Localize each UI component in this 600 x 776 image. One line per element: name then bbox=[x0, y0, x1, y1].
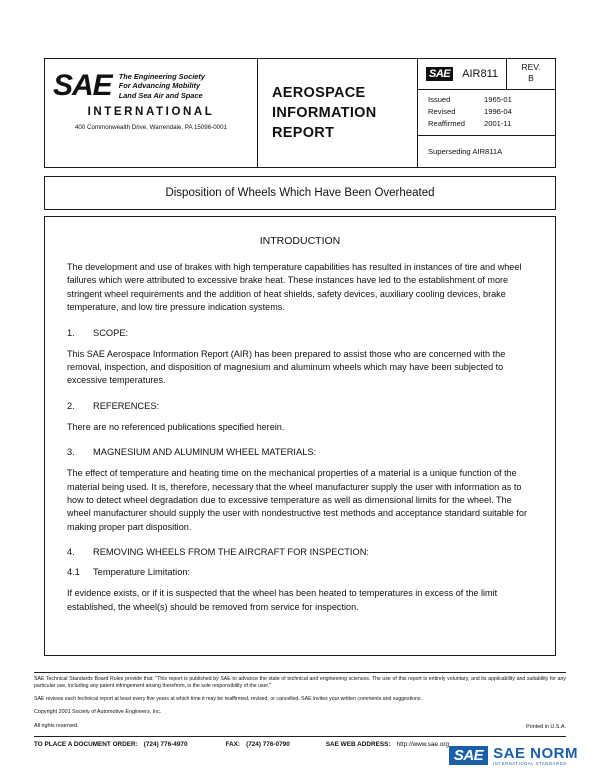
footer-copyright-line-1: Copyright 2001 Society of Automotive Engineers, Inc. bbox=[34, 709, 162, 716]
section-title: REFERENCES: bbox=[93, 400, 160, 411]
date-label-reaffirmed: Reaffirmed bbox=[428, 119, 466, 128]
section-heading-1 bbox=[67, 328, 533, 338]
section-number: 2. bbox=[67, 400, 75, 411]
doc-number: AIR811 bbox=[462, 68, 498, 80]
doc-type-line-2: INFORMATION bbox=[272, 105, 377, 121]
doc-number-cell bbox=[418, 59, 507, 89]
date-row bbox=[428, 94, 555, 106]
sae-logo-row bbox=[45, 59, 257, 101]
section-number: 3. bbox=[67, 447, 75, 458]
introduction-heading: INTRODUCTION bbox=[259, 235, 341, 247]
footer-divider bbox=[34, 672, 566, 673]
section-text-1: This SAE Aerospace Information Report (AIR) has been prepared to assist those who are concerned with the removal, inspection, and disposition of magnesium and aluminum wheels which may have been subjected to excessive temperatures. bbox=[67, 348, 506, 386]
section-heading-4 bbox=[67, 547, 533, 557]
section-title: MAGNESIUM AND ALUMINUM WHEEL MATERIALS: bbox=[93, 447, 317, 458]
footer-review-note: SAE reviews each technical report at least every five years at which time it may be reaffirmed, revised, or cancelled. SAE invites your written comments and suggestions. bbox=[34, 695, 422, 702]
sae-badge-icon: SAE bbox=[426, 67, 453, 81]
footer-printed-in: Printed in U.S.A. bbox=[526, 724, 566, 731]
sae-norm-badge-text bbox=[493, 746, 578, 766]
document-header bbox=[44, 58, 556, 168]
section-text-2: There are no referenced publications specified herein. bbox=[67, 421, 285, 432]
document-title-box bbox=[44, 176, 556, 210]
section-title: Temperature Limitation: bbox=[93, 567, 191, 578]
footer-disclaimer: SAE Technical Standards Board Rules provide that: "This report is published by SAE to advance the state of technical and engineering sciences. The use of this report is entirely voluntary, and its applicability and suitability for any particular use, including any patent infringement arising therefrom, is the sole responsibility of the user." bbox=[34, 676, 566, 690]
fax-label: FAX: bbox=[225, 741, 241, 749]
date-label-issued: Issued bbox=[428, 95, 451, 104]
page-title: Disposition of Wheels Which Have Been Overheated bbox=[165, 187, 435, 199]
date-value-revised: 1996-04 bbox=[484, 107, 512, 116]
document-meta-block bbox=[418, 59, 555, 167]
sae-norm-badge-mark: SAE bbox=[449, 746, 488, 765]
document-type-block bbox=[258, 59, 418, 167]
date-value-issued: 1965-01 bbox=[484, 95, 512, 104]
sae-international-word: INTERNATIONAL bbox=[87, 106, 215, 118]
doc-type-line-1: AEROSPACE bbox=[272, 85, 366, 101]
web-label: SAE WEB ADDRESS: bbox=[325, 741, 391, 749]
revision-label: REV. bbox=[521, 62, 541, 72]
section-title: SCOPE: bbox=[93, 327, 129, 338]
section-title: REMOVING WHEELS FROM THE AIRCRAFT FOR INSPECTION: bbox=[93, 547, 370, 558]
document-body bbox=[44, 216, 556, 656]
section-heading-4-1 bbox=[67, 567, 533, 577]
footer-order-divider bbox=[34, 736, 566, 737]
section-number: 4.1 bbox=[67, 567, 80, 578]
section-heading-3 bbox=[67, 447, 533, 457]
document-footer bbox=[34, 672, 566, 748]
sae-address: 400 Commonwealth Drive, Warrendale, PA 15096-0001 bbox=[74, 124, 228, 131]
web-url-link[interactable]: http://www.sae.org bbox=[396, 741, 450, 749]
sae-norm-badge-sub: INTERNATIONAL STANDARDS bbox=[493, 760, 567, 766]
sae-norm-badge bbox=[449, 746, 578, 766]
revision-cell bbox=[507, 59, 555, 89]
section-number: 1. bbox=[67, 327, 75, 338]
section-number: 4. bbox=[67, 547, 75, 558]
footer-copyright-line-2: All rights reserved. bbox=[34, 722, 79, 729]
sae-norm-badge-name: SAE NORM bbox=[493, 744, 578, 762]
fax-number: (724) 776-0790 bbox=[246, 741, 290, 749]
sae-tagline-line-1: The Engineering Society bbox=[118, 72, 205, 82]
introduction-paragraph: The development and use of brakes with high temperature capabilities has resulted in instances of tire and wheel failures which were attributed to excessive brake heat. These instances have led to the establishment of more stringent wheel requirements and the addition of heat shields, safety devices, auxiliary cooling devices, brake temperature, and low tire pressure indication systems. bbox=[67, 262, 522, 313]
date-value-reaffirmed: 2001-11 bbox=[484, 119, 512, 128]
section-text-4-1: If evidence exists, or if it is suspected that the wheel has been heated to temperatures in excess of the limit established, the wheel(s) should be removed from service for inspection. bbox=[67, 588, 498, 612]
order-phone: (724) 776-4970 bbox=[143, 741, 188, 749]
superseding-note: Superseding AIR811A bbox=[428, 147, 503, 156]
revision-value: B bbox=[528, 73, 534, 83]
sae-tagline bbox=[119, 72, 205, 100]
doc-number-row bbox=[418, 59, 555, 90]
sae-tagline-line-2: For Advancing Mobility bbox=[118, 81, 201, 91]
section-heading-2 bbox=[67, 401, 533, 411]
section-text-3: The effect of temperature and heating time on the mechanical properties of a material is a unique function of the material being used. It is, therefore, necessary that the wheel manufacturer supply the user with information as to how to detect wheel degradation due to excessive temperature as well as dimensional limits for the wheel. The wheel manufacturer should supply the user with nondestructive test methods and acceptance standard suitable for making proper part disposition. bbox=[67, 468, 528, 532]
sae-logo-mark: SAE bbox=[53, 69, 112, 102]
date-row bbox=[428, 118, 555, 130]
sae-logo-block bbox=[45, 59, 258, 167]
footer-copyright-block bbox=[34, 709, 566, 730]
doc-type-line-3: REPORT bbox=[272, 125, 335, 141]
doc-dates bbox=[418, 90, 555, 136]
order-label: TO PLACE A DOCUMENT ORDER: bbox=[34, 741, 138, 749]
date-row bbox=[428, 106, 555, 118]
date-label-revised: Revised bbox=[428, 107, 456, 116]
sae-tagline-line-3: Land Sea Air and Space bbox=[118, 90, 203, 100]
